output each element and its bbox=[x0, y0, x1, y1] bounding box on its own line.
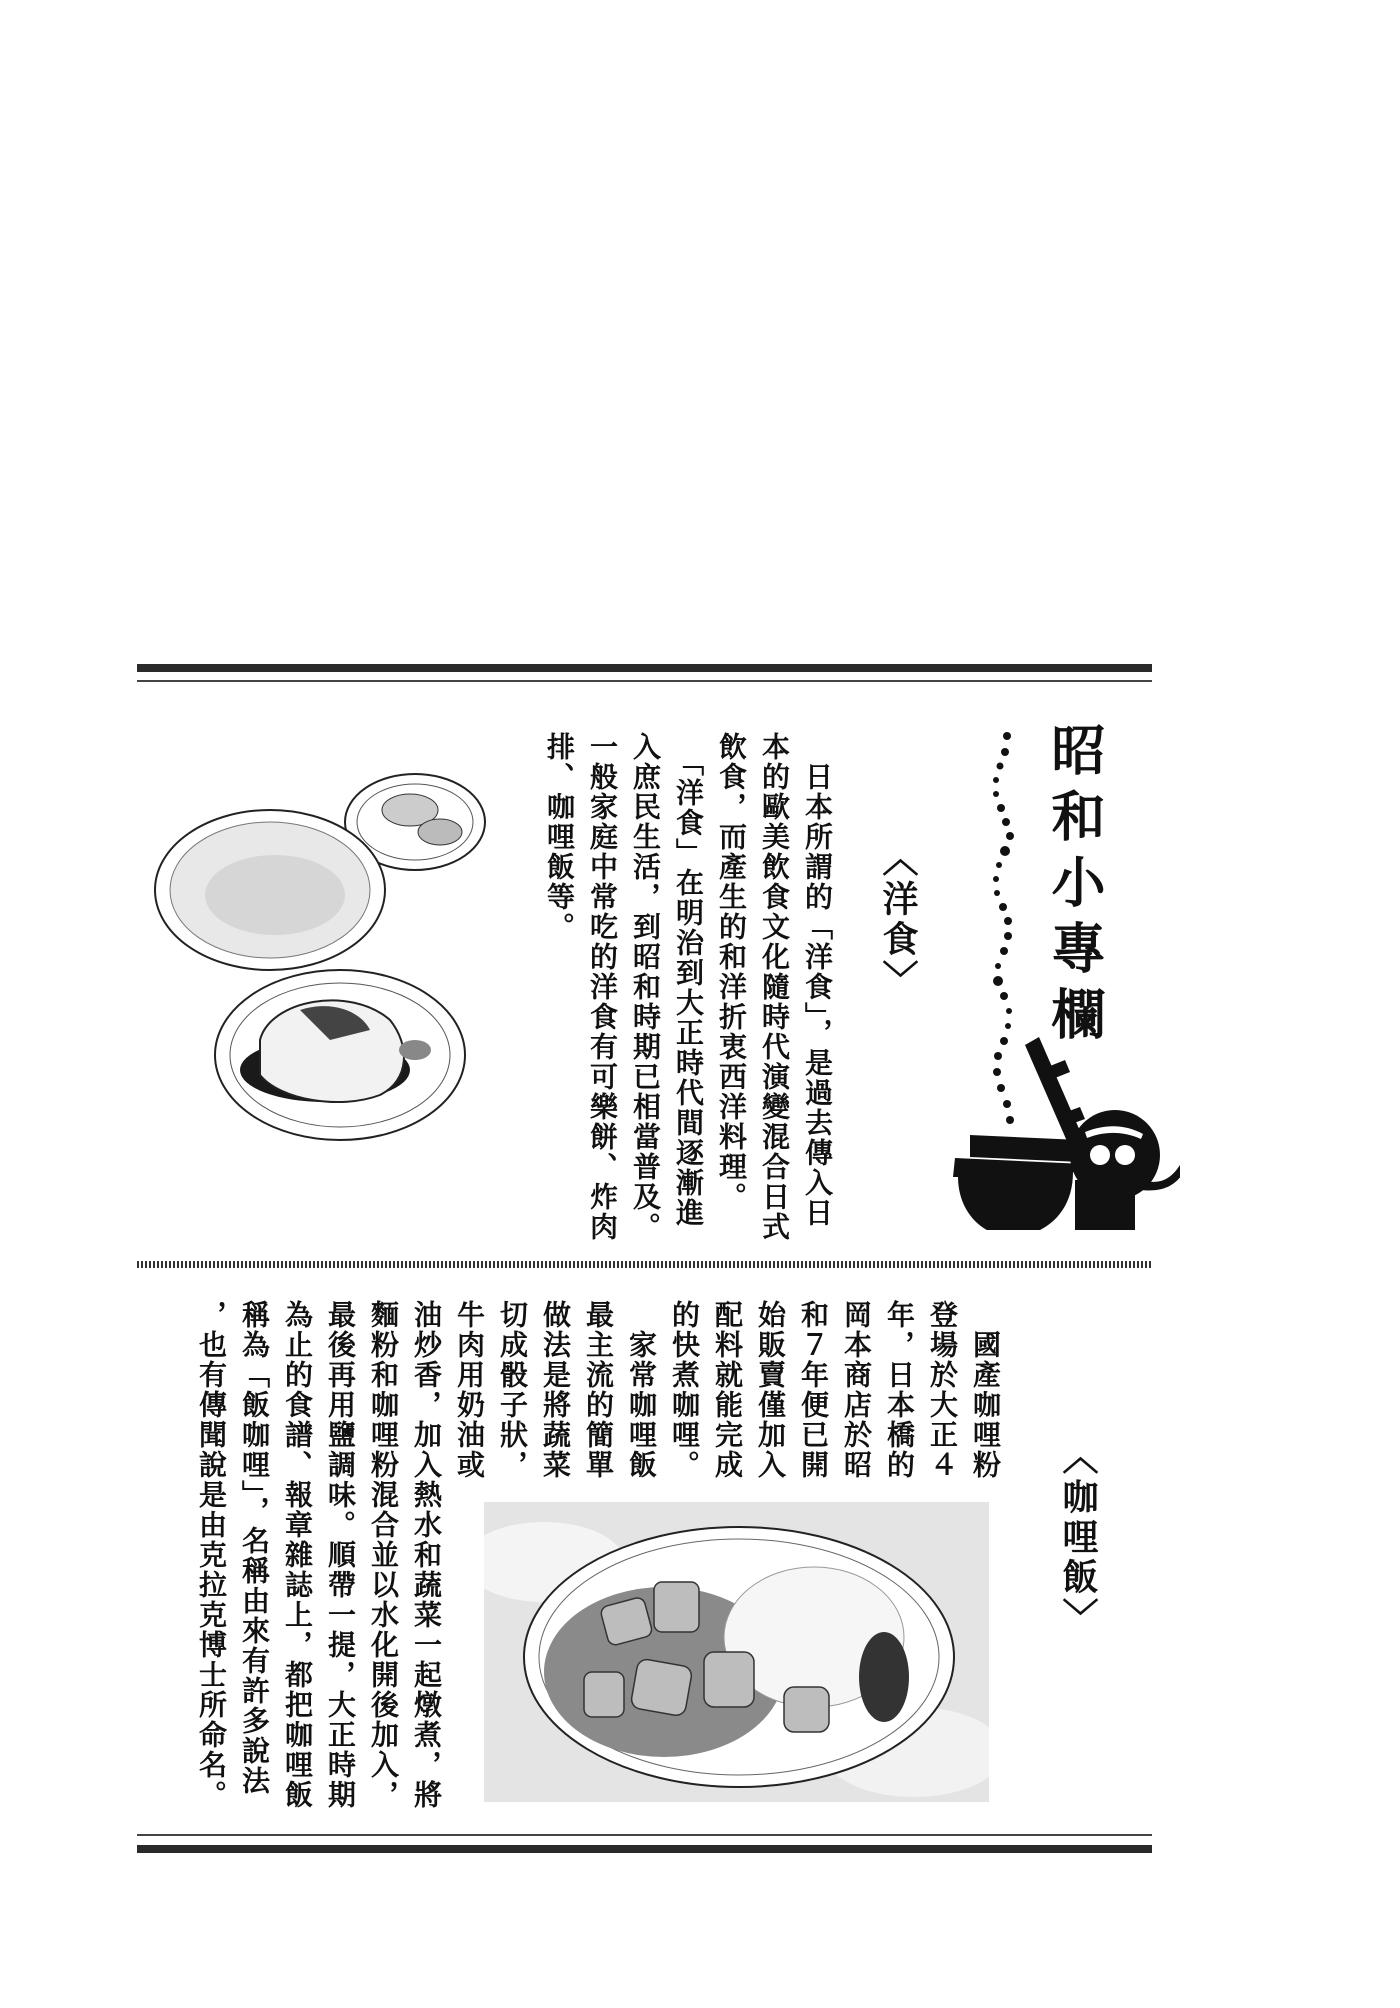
text-column: 配料就能完成 bbox=[711, 1300, 744, 1480]
text-column: 排、咖哩飯等。 bbox=[543, 732, 576, 942]
text-column: 國產咖哩粉 bbox=[969, 1300, 1002, 1480]
section-heading-western-food: 〈洋食〉 bbox=[877, 840, 918, 1000]
text-column: 本的歐美飲食文化隨時代演變混合日式 bbox=[758, 732, 791, 1242]
western-food-illustration bbox=[150, 760, 490, 1160]
text-column: 日本所謂的「洋食」，是過去傳入日 bbox=[801, 732, 834, 1228]
text-column: 一般家庭中常吃的洋食有可樂餅、炸肉 bbox=[586, 732, 619, 1242]
text-column: 登場於大正４ bbox=[926, 1300, 959, 1480]
column-title: 昭和小專欄 bbox=[1043, 722, 1106, 1052]
text-column: 稱為「飯咖哩」，名稱由來有許多說法 bbox=[238, 1300, 271, 1796]
text-column: 入庶民生活，到昭和時期已相當普及。 bbox=[629, 732, 662, 1242]
text-column: 始販賣僅加入 bbox=[754, 1300, 787, 1480]
text-column: 的快煮咖哩。 bbox=[668, 1300, 701, 1480]
text-column: 最後再用鹽調味。順帶一提，大正時期 bbox=[324, 1300, 357, 1810]
mascot-illustration bbox=[900, 710, 1180, 1230]
bottom-rule-thick bbox=[137, 1845, 1152, 1853]
text-column: 「洋食」在明治到大正時代間逐漸進 bbox=[672, 732, 705, 1228]
text-column: 為止的食譜、報章雜誌上，都把咖哩飯 bbox=[281, 1300, 314, 1810]
bottom-rule-thin bbox=[137, 1834, 1152, 1836]
text-column: 油炒香，加入熱水和蔬菜一起燉煮，將 bbox=[410, 1300, 443, 1810]
section-western-food-body bbox=[544, 732, 832, 1242]
text-column: 年，日本橋的 bbox=[883, 1300, 916, 1480]
text-column: 做法是將蔬菜 bbox=[539, 1300, 572, 1480]
top-rule-thick bbox=[137, 664, 1152, 672]
top-rule-thin bbox=[137, 680, 1152, 682]
section-divider bbox=[137, 1261, 1152, 1268]
curry-rice-illustration bbox=[484, 1502, 989, 1802]
text-column: 岡本商店於昭 bbox=[840, 1300, 873, 1480]
text-column: 麵粉和咖哩粉混合並以水化開後加入， bbox=[367, 1300, 400, 1810]
text-column: 最主流的簡單 bbox=[582, 1300, 615, 1480]
text-column: 家常咖哩飯 bbox=[625, 1300, 658, 1480]
steam-dots-icon bbox=[993, 732, 1014, 1124]
text-column: 飲食，而產生的和洋折衷西洋料理。 bbox=[715, 732, 748, 1212]
chef-mascot-icon bbox=[953, 1037, 1180, 1230]
text-column: ，也有傳聞說是由克拉克博士所命名。 bbox=[195, 1300, 228, 1810]
text-column: 牛肉用奶油或 bbox=[453, 1300, 486, 1480]
text-column: 和７年便已開 bbox=[797, 1300, 830, 1480]
text-column: 切成骰子狀， bbox=[496, 1300, 529, 1480]
section-heading-curry-rice: 〈咖哩飯〉 bbox=[1057, 1438, 1098, 1638]
